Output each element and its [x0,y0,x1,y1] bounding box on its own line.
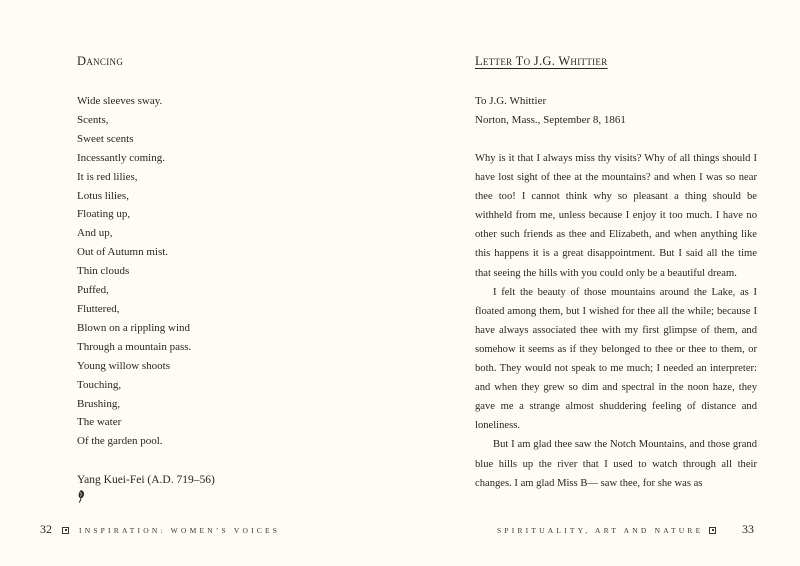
running-head-right-text: SPIRITUALITY, ART AND NATURE [497,525,704,535]
poem-line: Brushing, [77,397,121,410]
poem-line: Scents, [77,113,109,126]
poem-line: Floating up, [77,208,131,221]
poem-line: Incessantly coming. [77,151,165,164]
poem-line: Through a mountain pass. [77,340,192,353]
letter-paragraph: But I am glad thee saw the Notch Mountains, and those grand blue hills up the river that I used to watch through all their changes. I am glad Miss B— saw thee, for she was as [475,439,757,489]
poem-line: And up, [77,227,113,240]
leaf-ornament-icon [76,489,86,503]
letter-paragraph: I felt the beauty of those mountains around the Lake, as I floated among them, but I wished for thee all the while; because I have always associated thee with my first glimpse of them, and somehow it seems as if they belonged to thee or thee to them, or both. They would not speak to me much; I needed an interpreter: and when they grew so dim and spectral in the noon haze, they gave me a strange almost shuddering feeling of distance and loneliness. [475,286,757,432]
page-number-left: 32 [40,522,52,536]
poem-line: It is red lilies, [77,170,138,183]
poem-line: Young willow shoots [77,359,171,372]
poem-body [77,92,191,451]
running-head-right [497,525,716,535]
poem-line: Touching, [77,378,122,391]
square-ornament-icon [709,527,716,534]
letter-salutation: To J.G. Whittier [475,95,547,107]
poem-line: Of the garden pool. [77,435,163,448]
poem-line: Puffed, [77,284,109,297]
poem-line: The water [77,416,122,429]
letter-dateline: Norton, Mass., September 8, 1861 [475,114,626,126]
page-number-right: 33 [742,522,754,536]
letter-header [475,92,626,130]
poem-line: Lotus lilies, [77,189,129,202]
running-head-left [62,525,280,535]
poem-title: Dancing [77,54,124,68]
poem-line: Fluttered, [77,302,120,315]
poem-attribution: Yang Kuei-Fei (A.D. 719–56) [77,474,215,486]
letter-title: Letter To J.G. Whittier [475,54,608,68]
poem-line: Thin clouds [77,265,130,278]
letter-body [475,149,757,493]
right-page [400,0,800,566]
poem-line: Wide sleeves sway. [77,95,163,107]
running-head-left-text: INSPIRATION: WOMEN’S VOICES [79,525,281,535]
poem-line: Blown on a rippling wind [77,321,191,334]
letter-paragraph: Why is it that I always miss thy visits? Why of all things should I have lost sight of thee at the mountains? and when I was so near thee too! I cannot think why so pleasant a thing should be withheld from me, unless because I enjoy it too much. I have no other such friends as thee and Elizabeth, and when anything like this happens it is a great disappointment. But I said all the time that seeing the hills with you could only be a beautiful dream. [475,153,757,279]
square-ornament-icon [62,527,69,534]
poem-line: Out of Autumn mist. [77,246,169,259]
poem-line: Sweet scents [77,132,134,145]
